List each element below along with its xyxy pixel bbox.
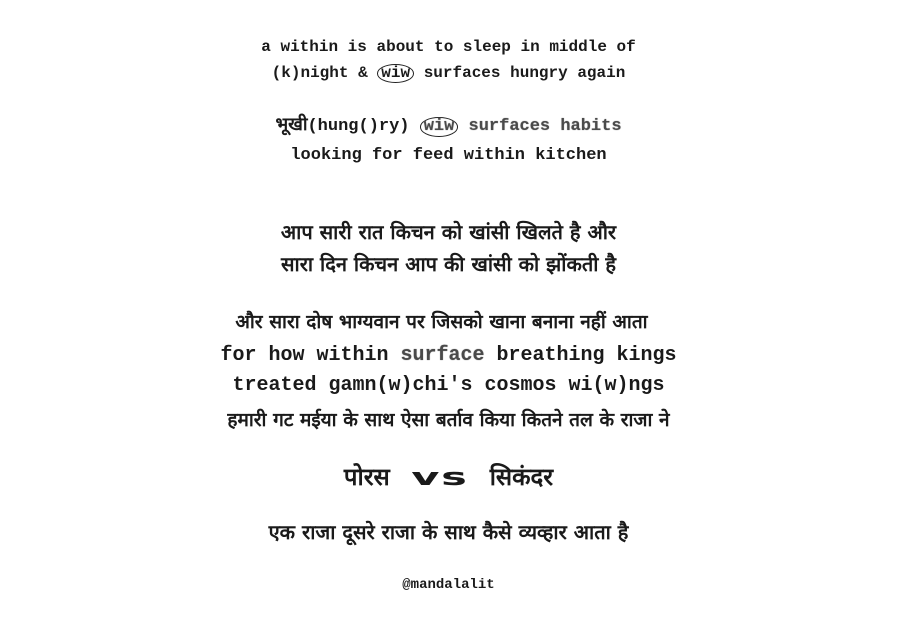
line-8-suffix: breathing kings <box>484 344 677 367</box>
poem-line-9: treated gamn(w)chi's cosmos wi(w)ngs <box>232 374 665 397</box>
line-8-prefix: for how within <box>220 344 401 367</box>
line-2-prefix: (k)night & <box>271 64 378 82</box>
poem-line-5: आप सारी रात किचन को खांसी खिलते है और <box>280 220 617 244</box>
name-sikandar: सिकंदर <box>489 463 554 491</box>
poem-line-3 <box>0 112 897 137</box>
circled-wiw-2: wiw <box>420 117 459 137</box>
poem-line-6: सारा दिन किचन आप की खांसी को झोंकती है <box>281 252 616 276</box>
poem-line-7: और सारा दोष भाग्यवान पर जिसको खाना बनाना नहीं आता <box>235 311 648 333</box>
highlighted-word-surface: surface <box>400 344 485 367</box>
poem-line-2 <box>0 64 897 83</box>
signature: @mandalalit <box>402 577 495 593</box>
hindi-word-bhookhi: भूखी <box>275 114 308 135</box>
line-3-suffix: surfaces habits <box>458 117 622 136</box>
poem-line-8 <box>0 344 897 367</box>
poem-line-10: हमारी गट मईया के साथ ऐसा बर्ताव किया कितने तल के राजा ने <box>227 409 670 431</box>
poem-line-1: a within is about to sleep in middle of <box>261 38 636 56</box>
line-2-suffix: surfaces hungry again <box>414 64 626 82</box>
line-3-middle: (hung()ry) <box>307 117 420 136</box>
poem-line-4: looking for feed within kitchen <box>290 146 607 165</box>
poem-line-11 <box>0 460 897 493</box>
versus-mark: vs <box>410 463 469 491</box>
circled-wiw: wiw <box>377 64 414 83</box>
name-porus: पोरस <box>343 463 390 491</box>
poem-line-12: एक राजा दूसरे राजा के साथ कैसे व्यव्हार आता है <box>268 520 629 544</box>
